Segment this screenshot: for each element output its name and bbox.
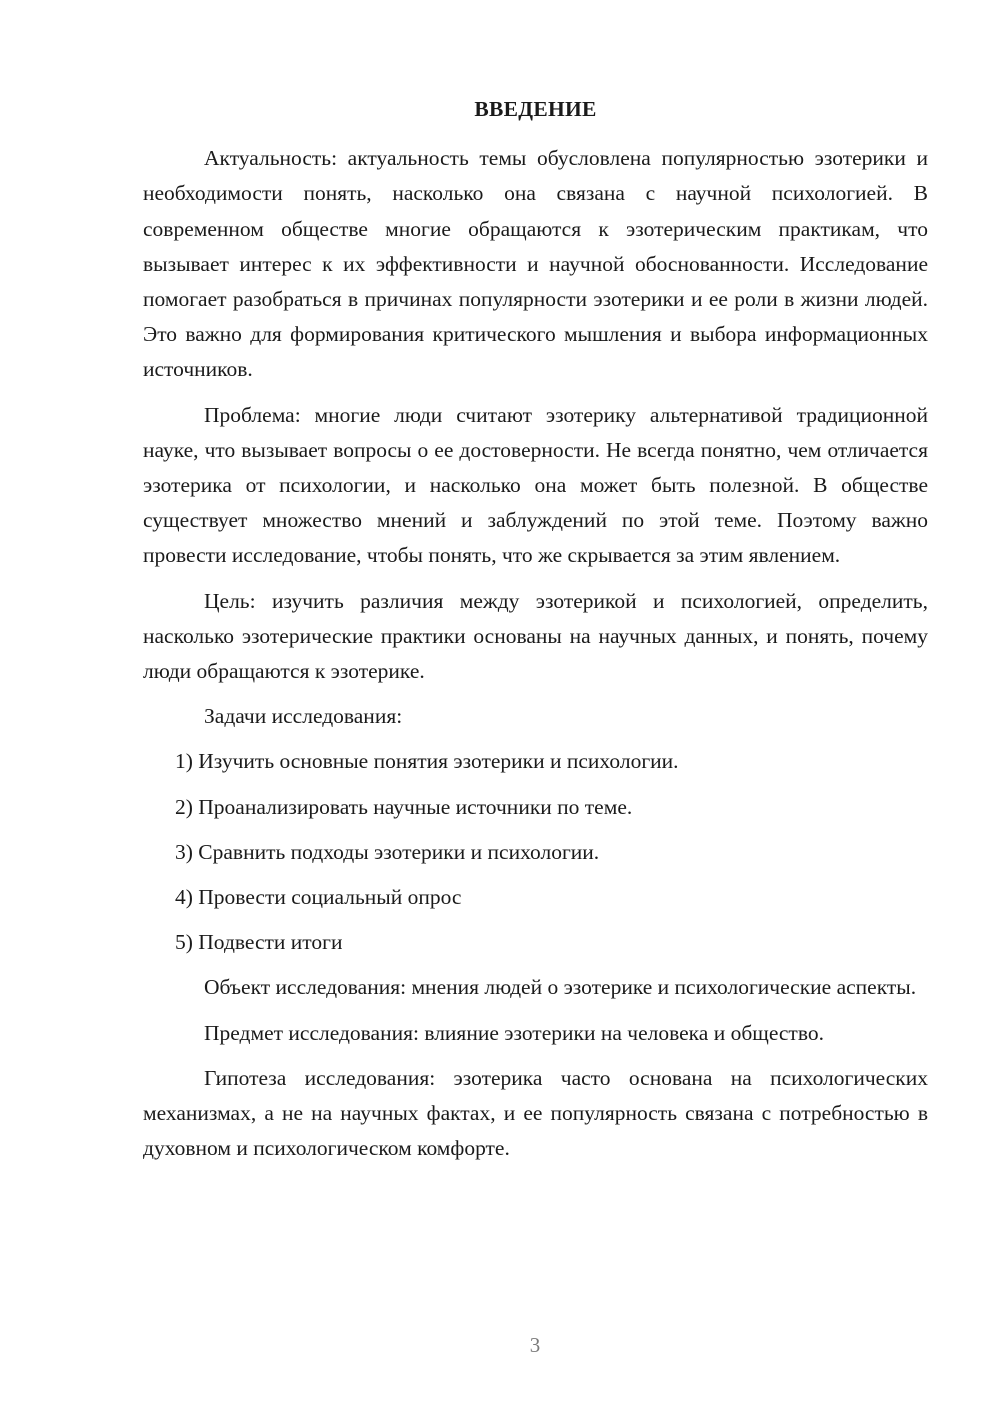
- subject-paragraph: Предмет исследования: влияние эзотерики на человека и общество.: [204, 1020, 824, 1045]
- task-item: 2) Проанализировать научные источники по теме.: [175, 794, 633, 819]
- task-item: 4) Провести социальный опрос: [175, 885, 462, 910]
- object-paragraph: Объект исследования: мнения людей о эзотерике и психологические аспекты.: [204, 975, 917, 1000]
- task-item: 3) Сравнить подходы эзотерики и психологии.: [175, 839, 600, 864]
- hypothesis-paragraph: Гипотеза исследования: эзотерика часто основана на психологических механизмах, а не на научных фактах, и ее популярность связана с потребностью в духовном и психологическом комфорте.: [143, 1065, 928, 1161]
- goal-paragraph: Цель: изучить различия между эзотерикой и психологией, определить, насколько эзотерические практики основаны на научных данных, и понять, почему люди обращаются к эзотерике.: [143, 588, 928, 684]
- page-number: 3: [529, 1333, 541, 1357]
- task-item: 1) Изучить основные понятия эзотерики и психологии.: [175, 749, 679, 774]
- relevance-paragraph: Актуальность: актуальность темы обусловлена популярностью эзотерики и необходимости понять, насколько она связана с научной психологией. В современном обществе многие обращаются к эзотерическим практикам, что вызывает интерес к их эффективности и научной обоснованности. Исследование помогает разобраться в причинах популярности эзотерики и ее роли в жизни людей. Это важно для формирования критического мышления и выбора информационных источников.: [143, 146, 928, 382]
- document-page: [143, 92, 928, 1176]
- task-item: 5) Подвести итоги: [175, 930, 343, 955]
- section-title: ВВЕДЕНИЕ: [474, 97, 597, 121]
- tasks-heading: Задачи исследования:: [204, 704, 403, 729]
- tasks-list: [143, 744, 928, 960]
- problem-paragraph: Проблема: многие люди считают эзотерику альтернативой традиционной науке, что вызывает вопросы о ее достоверности. Не всегда понятно, чем отличается эзотерика от психологии, и насколько она может быть полезной. В обществе существует множество мнений и заблуждений по этой теме. Поэтому важно провести исследование, чтобы понять, что же скрывается за этим явлением.: [143, 402, 928, 568]
